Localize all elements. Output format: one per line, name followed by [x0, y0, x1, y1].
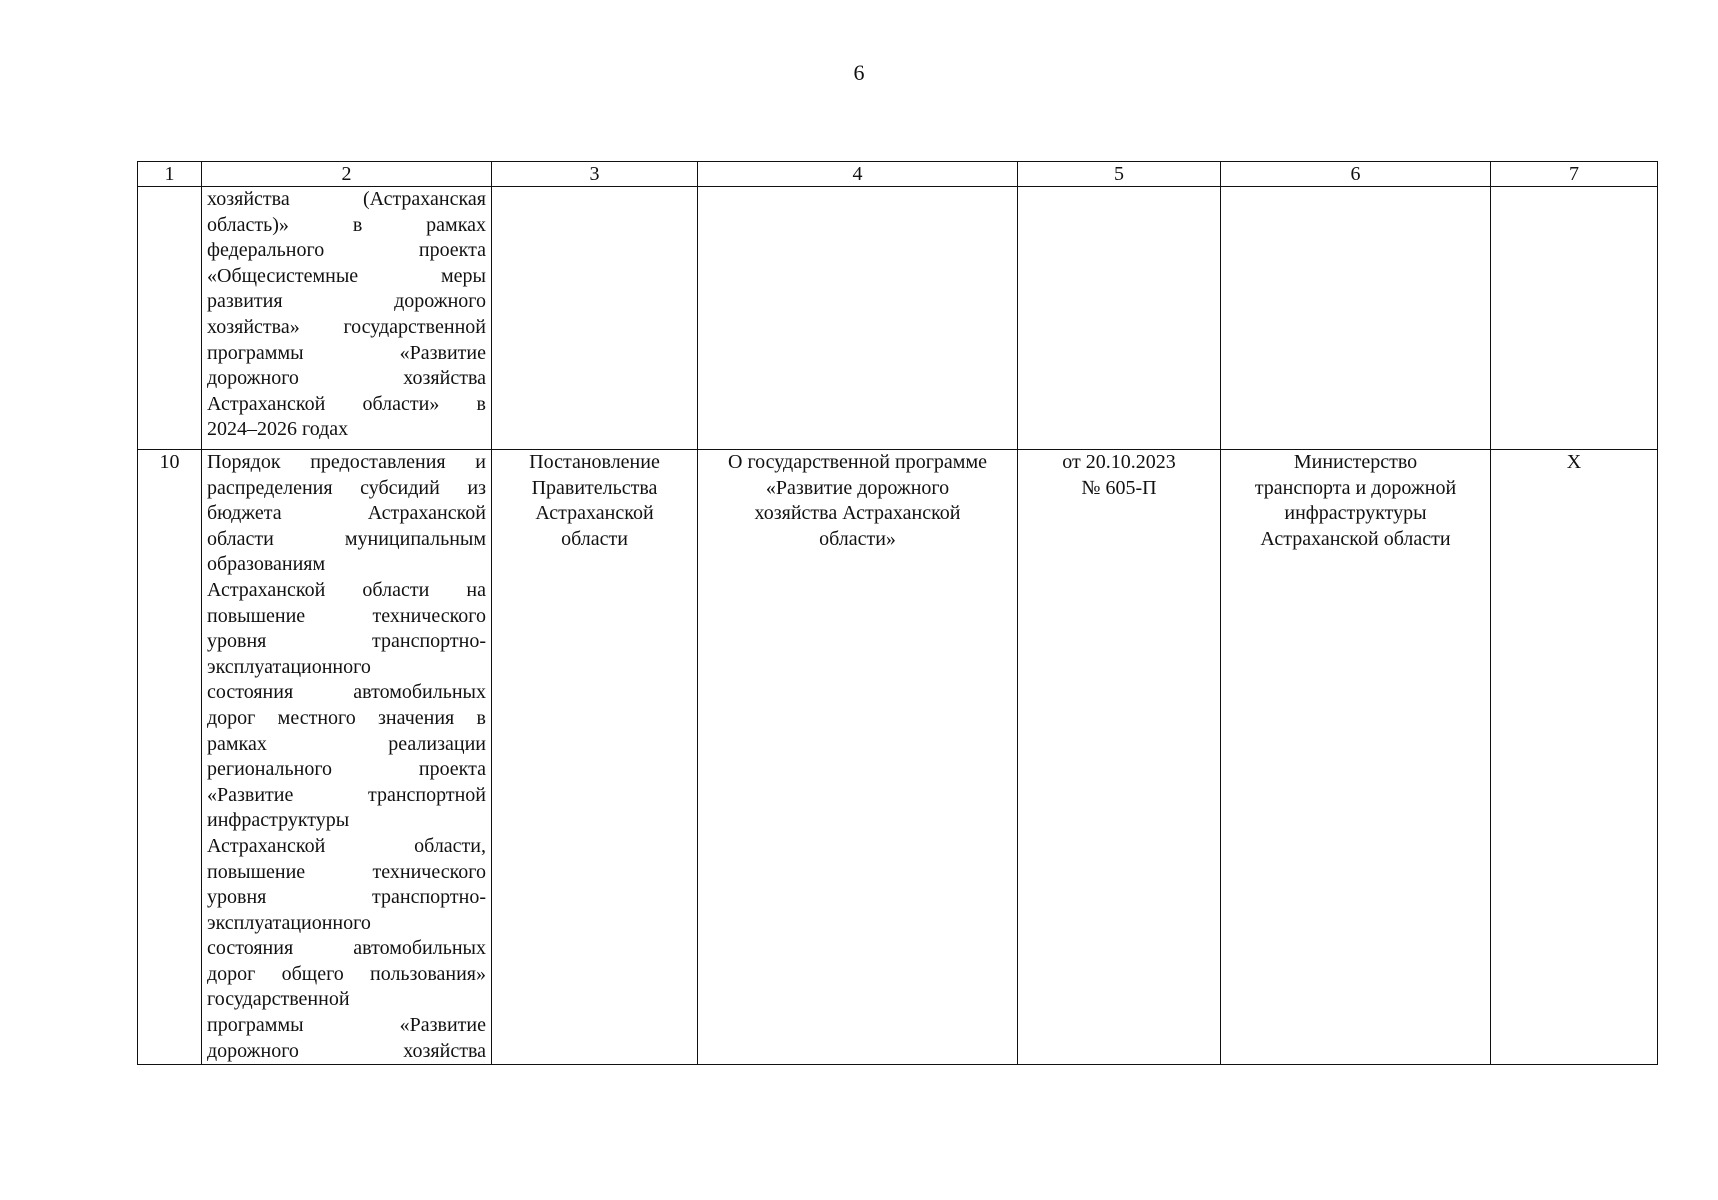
text-line: дорог общего пользования» [207, 962, 486, 985]
text-line: от 20.10.2023 [1062, 451, 1176, 473]
text-line: Порядок предоставления и [207, 451, 486, 473]
text-line: развития дорожного [207, 290, 486, 313]
text-line: транспорта и дорожной [1254, 476, 1457, 499]
table-row-10 [138, 450, 1658, 1065]
text-line: образованиям [207, 553, 326, 576]
continuation-number-cell [138, 187, 202, 450]
text-line: распределения субсидий из [207, 476, 486, 499]
text-line: Астраханской области» в [207, 392, 486, 415]
column-number-4: 4 [698, 162, 1018, 187]
text-line: «Развитие транспортной [207, 783, 486, 806]
text-line: эксплуатационного [207, 655, 371, 678]
text-line: уровня транспортно- [207, 630, 486, 653]
continuation-doc-date-cell [1018, 187, 1221, 450]
continuation-authority-cell [1221, 187, 1491, 450]
text-line: инфраструктуры [207, 809, 350, 832]
continuation-mark-cell [1491, 187, 1658, 450]
text-line: Астраханской области [1260, 527, 1451, 550]
document-table [137, 161, 1658, 1065]
column-number-3: 3 [492, 162, 698, 187]
text-line: повышение технического [207, 860, 486, 883]
column-number-7: 7 [1491, 162, 1658, 187]
continuation-doc-name-cell [698, 187, 1018, 450]
text-line: федерального проекта [207, 239, 486, 262]
continuation-title-cell [202, 187, 492, 450]
column-number-6: 6 [1221, 162, 1491, 187]
text-line: Астраханской области на [207, 578, 486, 601]
text-line: области [561, 527, 628, 550]
text-line: 2024–2026 годах [207, 418, 349, 441]
text-line: область)» в рамках [207, 213, 486, 236]
text-line: хозяйства» государственной [207, 315, 486, 338]
text-line: рамках реализации [207, 732, 486, 755]
text-line: повышение технического [207, 604, 486, 627]
text-line: программы «Развитие [207, 1014, 486, 1037]
column-number-2: 2 [202, 162, 492, 187]
column-number-row [138, 162, 1658, 187]
text-line: № 605-П [1081, 476, 1157, 499]
text-line: «Общесистемные меры [207, 264, 486, 287]
text-line: дорог местного значения в [207, 706, 486, 729]
text-line: дорожного хозяйства [207, 367, 486, 390]
row-number: 10 [138, 450, 202, 1065]
text-line: дорожного хозяйства [207, 1039, 486, 1062]
text-line: области муниципальным [207, 527, 486, 550]
text-line: состояния автомобильных [207, 937, 486, 960]
text-line: Министерство [1293, 451, 1418, 473]
text-line: программы «Развитие [207, 341, 486, 364]
text-line: эксплуатационного [207, 911, 371, 934]
text-line: уровня транспортно- [207, 886, 486, 909]
text-line: инфраструктуры [1284, 502, 1427, 525]
text-line: Правительства [531, 476, 658, 499]
text-line: Постановление [529, 451, 660, 473]
text-line: состояния автомобильных [207, 681, 486, 704]
column-number-1: 1 [138, 162, 202, 187]
doc-date-cell [1018, 450, 1221, 1065]
text-line: Астраханской области, [207, 834, 486, 857]
table-row-continuation [138, 187, 1658, 450]
text-line: хозяйства Астраханской [754, 502, 961, 525]
text-line: регионального проекта [207, 758, 486, 781]
row-title-cell [202, 450, 492, 1065]
continuation-doc-type-cell [492, 187, 698, 450]
text-line: «Развитие дорожного [765, 476, 950, 499]
text-line: области» [819, 527, 896, 550]
doc-type-cell [492, 450, 698, 1065]
text-line: Астраханской [535, 502, 654, 525]
text-line: бюджета Астраханской [207, 502, 486, 525]
text-line: государственной [207, 988, 350, 1011]
doc-name-cell [698, 450, 1018, 1065]
page-number: 6 [853, 60, 865, 85]
text-line: хозяйства (Астраханская [207, 188, 486, 210]
text-line: О государственной программе [728, 451, 987, 473]
authority-cell [1221, 450, 1491, 1065]
mark-cell: Х [1491, 450, 1658, 1065]
column-number-5: 5 [1018, 162, 1221, 187]
